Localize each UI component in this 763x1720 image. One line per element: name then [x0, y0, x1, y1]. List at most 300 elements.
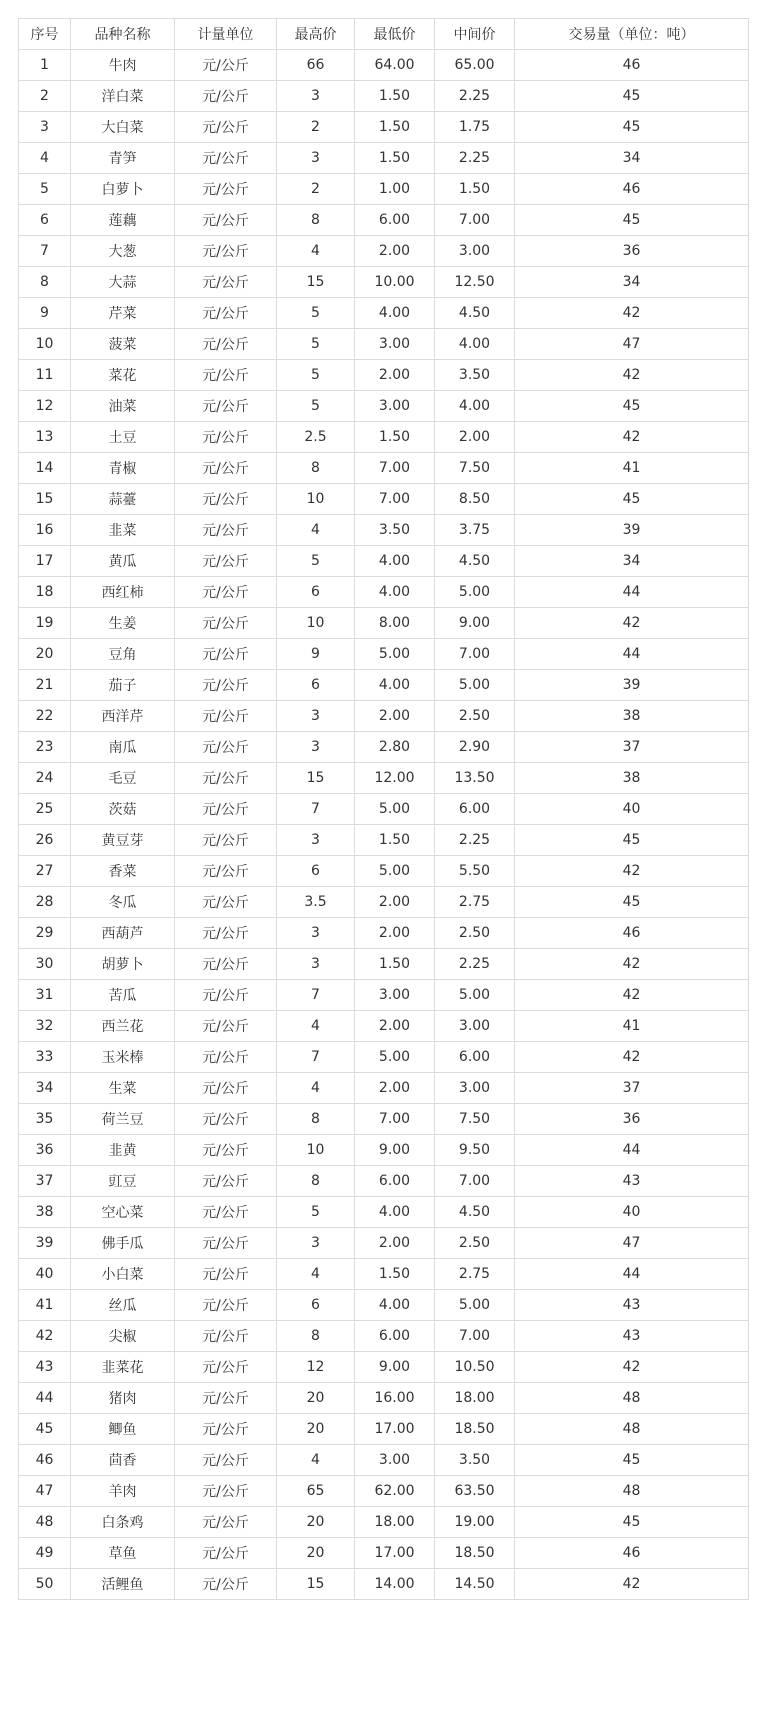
cell-middle-price: 65.00 [435, 50, 515, 81]
table-row [19, 980, 749, 1011]
cell-variety-name: 生菜 [71, 1073, 175, 1104]
cell-middle-price: 2.75 [435, 1259, 515, 1290]
cell-lowest-price: 4.00 [355, 1197, 435, 1228]
cell-variety-name: 韭黄 [71, 1135, 175, 1166]
cell-unit: 元/公斤 [175, 143, 277, 174]
cell-trade-volume: 45 [515, 205, 749, 236]
cell-lowest-price: 4.00 [355, 298, 435, 329]
header-variety-name: 品种名称 [71, 19, 175, 50]
cell-trade-volume: 42 [515, 608, 749, 639]
cell-middle-price: 3.50 [435, 1445, 515, 1476]
cell-trade-volume: 41 [515, 1011, 749, 1042]
cell-lowest-price: 16.00 [355, 1383, 435, 1414]
cell-highest-price: 7 [277, 1042, 355, 1073]
cell-trade-volume: 45 [515, 81, 749, 112]
cell-variety-name: 菠菜 [71, 329, 175, 360]
cell-serial: 19 [19, 608, 71, 639]
table-row [19, 267, 749, 298]
cell-variety-name: 大白菜 [71, 112, 175, 143]
cell-serial: 29 [19, 918, 71, 949]
cell-lowest-price: 1.00 [355, 174, 435, 205]
cell-middle-price: 2.50 [435, 918, 515, 949]
cell-highest-price: 3 [277, 949, 355, 980]
cell-middle-price: 2.75 [435, 887, 515, 918]
table-row [19, 484, 749, 515]
cell-highest-price: 8 [277, 1166, 355, 1197]
cell-serial: 39 [19, 1228, 71, 1259]
cell-lowest-price: 62.00 [355, 1476, 435, 1507]
table-row [19, 112, 749, 143]
cell-lowest-price: 4.00 [355, 670, 435, 701]
cell-middle-price: 5.00 [435, 1290, 515, 1321]
cell-trade-volume: 44 [515, 1259, 749, 1290]
cell-middle-price: 10.50 [435, 1352, 515, 1383]
cell-unit: 元/公斤 [175, 422, 277, 453]
cell-lowest-price: 2.00 [355, 1228, 435, 1259]
cell-variety-name: 茴香 [71, 1445, 175, 1476]
cell-trade-volume: 42 [515, 949, 749, 980]
cell-unit: 元/公斤 [175, 1166, 277, 1197]
cell-highest-price: 7 [277, 980, 355, 1011]
cell-unit: 元/公斤 [175, 1445, 277, 1476]
cell-unit: 元/公斤 [175, 1538, 277, 1569]
cell-highest-price: 10 [277, 1135, 355, 1166]
cell-trade-volume: 34 [515, 546, 749, 577]
table-row [19, 763, 749, 794]
cell-highest-price: 7 [277, 794, 355, 825]
table-row [19, 1383, 749, 1414]
cell-highest-price: 6 [277, 577, 355, 608]
cell-lowest-price: 7.00 [355, 453, 435, 484]
cell-middle-price: 13.50 [435, 763, 515, 794]
cell-serial: 13 [19, 422, 71, 453]
cell-middle-price: 7.50 [435, 1104, 515, 1135]
table-row [19, 1135, 749, 1166]
cell-middle-price: 4.00 [435, 391, 515, 422]
cell-unit: 元/公斤 [175, 949, 277, 980]
cell-middle-price: 6.00 [435, 1042, 515, 1073]
cell-lowest-price: 64.00 [355, 50, 435, 81]
cell-highest-price: 20 [277, 1507, 355, 1538]
cell-lowest-price: 7.00 [355, 484, 435, 515]
cell-highest-price: 3.5 [277, 887, 355, 918]
header-highest-price: 最高价 [277, 19, 355, 50]
cell-highest-price: 5 [277, 298, 355, 329]
table-row [19, 391, 749, 422]
table-row [19, 1569, 749, 1600]
cell-lowest-price: 2.00 [355, 1011, 435, 1042]
table-row [19, 329, 749, 360]
cell-variety-name: 牛肉 [71, 50, 175, 81]
cell-variety-name: 茨菇 [71, 794, 175, 825]
table-row [19, 236, 749, 267]
cell-variety-name: 豇豆 [71, 1166, 175, 1197]
cell-highest-price: 5 [277, 1197, 355, 1228]
cell-variety-name: 韭菜花 [71, 1352, 175, 1383]
cell-highest-price: 5 [277, 329, 355, 360]
table-row [19, 825, 749, 856]
cell-highest-price: 15 [277, 1569, 355, 1600]
cell-unit: 元/公斤 [175, 794, 277, 825]
table-row [19, 1011, 749, 1042]
cell-lowest-price: 2.00 [355, 701, 435, 732]
cell-serial: 1 [19, 50, 71, 81]
table-row [19, 577, 749, 608]
table-row [19, 81, 749, 112]
cell-serial: 28 [19, 887, 71, 918]
cell-middle-price: 3.00 [435, 1073, 515, 1104]
cell-unit: 元/公斤 [175, 546, 277, 577]
price-table-container [18, 18, 749, 1600]
cell-serial: 33 [19, 1042, 71, 1073]
cell-unit: 元/公斤 [175, 298, 277, 329]
cell-trade-volume: 34 [515, 143, 749, 174]
cell-highest-price: 8 [277, 205, 355, 236]
table-row [19, 1228, 749, 1259]
cell-variety-name: 白条鸡 [71, 1507, 175, 1538]
cell-variety-name: 西红柿 [71, 577, 175, 608]
cell-lowest-price: 4.00 [355, 1290, 435, 1321]
cell-unit: 元/公斤 [175, 236, 277, 267]
cell-variety-name: 活鲤鱼 [71, 1569, 175, 1600]
cell-unit: 元/公斤 [175, 825, 277, 856]
cell-middle-price: 2.25 [435, 949, 515, 980]
cell-highest-price: 4 [277, 515, 355, 546]
cell-highest-price: 6 [277, 1290, 355, 1321]
table-row [19, 422, 749, 453]
cell-serial: 16 [19, 515, 71, 546]
header-unit: 计量单位 [175, 19, 277, 50]
cell-unit: 元/公斤 [175, 360, 277, 391]
table-row [19, 701, 749, 732]
cell-middle-price: 1.75 [435, 112, 515, 143]
cell-middle-price: 7.00 [435, 205, 515, 236]
cell-highest-price: 3 [277, 732, 355, 763]
cell-unit: 元/公斤 [175, 1414, 277, 1445]
cell-lowest-price: 1.50 [355, 422, 435, 453]
cell-lowest-price: 7.00 [355, 1104, 435, 1135]
header-row [19, 19, 749, 50]
cell-lowest-price: 9.00 [355, 1135, 435, 1166]
table-row [19, 453, 749, 484]
cell-highest-price: 4 [277, 236, 355, 267]
cell-highest-price: 8 [277, 1104, 355, 1135]
cell-unit: 元/公斤 [175, 763, 277, 794]
cell-unit: 元/公斤 [175, 1321, 277, 1352]
cell-serial: 23 [19, 732, 71, 763]
cell-variety-name: 青笋 [71, 143, 175, 174]
table-row [19, 1476, 749, 1507]
table-row [19, 639, 749, 670]
cell-trade-volume: 46 [515, 918, 749, 949]
cell-variety-name: 菜花 [71, 360, 175, 391]
cell-highest-price: 20 [277, 1538, 355, 1569]
cell-unit: 元/公斤 [175, 1042, 277, 1073]
cell-variety-name: 莲藕 [71, 205, 175, 236]
cell-middle-price: 2.00 [435, 422, 515, 453]
cell-trade-volume: 48 [515, 1383, 749, 1414]
cell-unit: 元/公斤 [175, 887, 277, 918]
cell-lowest-price: 5.00 [355, 794, 435, 825]
table-row [19, 1352, 749, 1383]
cell-unit: 元/公斤 [175, 267, 277, 298]
cell-highest-price: 4 [277, 1259, 355, 1290]
cell-variety-name: 冬瓜 [71, 887, 175, 918]
cell-variety-name: 青椒 [71, 453, 175, 484]
cell-serial: 49 [19, 1538, 71, 1569]
cell-serial: 4 [19, 143, 71, 174]
cell-lowest-price: 2.00 [355, 236, 435, 267]
cell-unit: 元/公斤 [175, 453, 277, 484]
cell-serial: 18 [19, 577, 71, 608]
table-row [19, 1321, 749, 1352]
cell-serial: 47 [19, 1476, 71, 1507]
table-row [19, 1197, 749, 1228]
cell-trade-volume: 45 [515, 391, 749, 422]
cell-lowest-price: 9.00 [355, 1352, 435, 1383]
cell-trade-volume: 34 [515, 267, 749, 298]
cell-serial: 26 [19, 825, 71, 856]
cell-lowest-price: 3.00 [355, 391, 435, 422]
cell-serial: 11 [19, 360, 71, 391]
cell-serial: 43 [19, 1352, 71, 1383]
table-row [19, 1445, 749, 1476]
cell-unit: 元/公斤 [175, 205, 277, 236]
cell-middle-price: 2.25 [435, 81, 515, 112]
cell-highest-price: 20 [277, 1414, 355, 1445]
cell-unit: 元/公斤 [175, 1383, 277, 1414]
cell-variety-name: 胡萝卜 [71, 949, 175, 980]
cell-trade-volume: 36 [515, 236, 749, 267]
table-row [19, 1507, 749, 1538]
cell-serial: 48 [19, 1507, 71, 1538]
table-body [19, 50, 749, 1600]
cell-highest-price: 5 [277, 546, 355, 577]
cell-lowest-price: 5.00 [355, 639, 435, 670]
cell-lowest-price: 6.00 [355, 1321, 435, 1352]
cell-highest-price: 9 [277, 639, 355, 670]
cell-trade-volume: 42 [515, 856, 749, 887]
cell-lowest-price: 17.00 [355, 1414, 435, 1445]
cell-variety-name: 韭菜 [71, 515, 175, 546]
cell-variety-name: 荷兰豆 [71, 1104, 175, 1135]
cell-lowest-price: 3.00 [355, 329, 435, 360]
table-row [19, 732, 749, 763]
cell-trade-volume: 40 [515, 794, 749, 825]
cell-trade-volume: 40 [515, 1197, 749, 1228]
cell-middle-price: 18.50 [435, 1538, 515, 1569]
cell-variety-name: 黄豆芽 [71, 825, 175, 856]
cell-serial: 32 [19, 1011, 71, 1042]
cell-serial: 12 [19, 391, 71, 422]
cell-variety-name: 洋白菜 [71, 81, 175, 112]
cell-middle-price: 9.00 [435, 608, 515, 639]
cell-highest-price: 3 [277, 701, 355, 732]
cell-lowest-price: 8.00 [355, 608, 435, 639]
table-row [19, 205, 749, 236]
cell-variety-name: 玉米棒 [71, 1042, 175, 1073]
cell-lowest-price: 2.00 [355, 918, 435, 949]
cell-lowest-price: 1.50 [355, 112, 435, 143]
table-row [19, 608, 749, 639]
cell-lowest-price: 1.50 [355, 143, 435, 174]
cell-trade-volume: 39 [515, 515, 749, 546]
cell-trade-volume: 36 [515, 1104, 749, 1135]
cell-variety-name: 西洋芹 [71, 701, 175, 732]
cell-unit: 元/公斤 [175, 1228, 277, 1259]
cell-middle-price: 2.50 [435, 701, 515, 732]
cell-serial: 9 [19, 298, 71, 329]
table-row [19, 298, 749, 329]
cell-serial: 42 [19, 1321, 71, 1352]
cell-lowest-price: 3.00 [355, 980, 435, 1011]
cell-lowest-price: 5.00 [355, 1042, 435, 1073]
cell-variety-name: 香菜 [71, 856, 175, 887]
cell-trade-volume: 41 [515, 453, 749, 484]
cell-middle-price: 7.50 [435, 453, 515, 484]
table-row [19, 174, 749, 205]
cell-middle-price: 4.00 [435, 329, 515, 360]
header-trade-volume: 交易量（单位：吨） [515, 19, 749, 50]
cell-lowest-price: 5.00 [355, 856, 435, 887]
cell-trade-volume: 44 [515, 577, 749, 608]
cell-highest-price: 20 [277, 1383, 355, 1414]
cell-unit: 元/公斤 [175, 856, 277, 887]
table-header [19, 19, 749, 50]
cell-trade-volume: 38 [515, 763, 749, 794]
cell-unit: 元/公斤 [175, 608, 277, 639]
cell-highest-price: 8 [277, 1321, 355, 1352]
cell-variety-name: 白萝卜 [71, 174, 175, 205]
table-row [19, 1073, 749, 1104]
cell-serial: 30 [19, 949, 71, 980]
cell-variety-name: 西葫芦 [71, 918, 175, 949]
cell-middle-price: 1.50 [435, 174, 515, 205]
cell-middle-price: 3.00 [435, 1011, 515, 1042]
cell-trade-volume: 46 [515, 50, 749, 81]
cell-serial: 41 [19, 1290, 71, 1321]
cell-unit: 元/公斤 [175, 1197, 277, 1228]
cell-trade-volume: 45 [515, 1507, 749, 1538]
cell-trade-volume: 42 [515, 1569, 749, 1600]
cell-highest-price: 65 [277, 1476, 355, 1507]
cell-middle-price: 5.00 [435, 670, 515, 701]
cell-trade-volume: 38 [515, 701, 749, 732]
cell-lowest-price: 14.00 [355, 1569, 435, 1600]
cell-serial: 7 [19, 236, 71, 267]
cell-variety-name: 羊肉 [71, 1476, 175, 1507]
cell-variety-name: 空心菜 [71, 1197, 175, 1228]
cell-unit: 元/公斤 [175, 1135, 277, 1166]
cell-variety-name: 鲫鱼 [71, 1414, 175, 1445]
cell-middle-price: 2.25 [435, 825, 515, 856]
cell-highest-price: 6 [277, 670, 355, 701]
cell-highest-price: 15 [277, 763, 355, 794]
cell-variety-name: 黄瓜 [71, 546, 175, 577]
cell-highest-price: 4 [277, 1011, 355, 1042]
cell-serial: 8 [19, 267, 71, 298]
cell-unit: 元/公斤 [175, 918, 277, 949]
table-row [19, 143, 749, 174]
cell-highest-price: 6 [277, 856, 355, 887]
table-row [19, 670, 749, 701]
cell-trade-volume: 46 [515, 1538, 749, 1569]
header-serial: 序号 [19, 19, 71, 50]
cell-serial: 44 [19, 1383, 71, 1414]
cell-middle-price: 14.50 [435, 1569, 515, 1600]
cell-unit: 元/公斤 [175, 515, 277, 546]
cell-lowest-price: 2.00 [355, 1073, 435, 1104]
cell-unit: 元/公斤 [175, 1011, 277, 1042]
cell-trade-volume: 44 [515, 639, 749, 670]
cell-highest-price: 4 [277, 1445, 355, 1476]
cell-middle-price: 3.50 [435, 360, 515, 391]
cell-serial: 21 [19, 670, 71, 701]
cell-serial: 6 [19, 205, 71, 236]
cell-unit: 元/公斤 [175, 484, 277, 515]
cell-lowest-price: 4.00 [355, 577, 435, 608]
table-row [19, 1290, 749, 1321]
cell-middle-price: 2.25 [435, 143, 515, 174]
cell-serial: 22 [19, 701, 71, 732]
cell-middle-price: 5.00 [435, 980, 515, 1011]
cell-middle-price: 2.90 [435, 732, 515, 763]
cell-variety-name: 油菜 [71, 391, 175, 422]
cell-trade-volume: 39 [515, 670, 749, 701]
cell-lowest-price: 3.00 [355, 1445, 435, 1476]
cell-serial: 40 [19, 1259, 71, 1290]
cell-variety-name: 茄子 [71, 670, 175, 701]
cell-highest-price: 4 [277, 1073, 355, 1104]
cell-unit: 元/公斤 [175, 329, 277, 360]
table-row [19, 360, 749, 391]
cell-serial: 20 [19, 639, 71, 670]
cell-highest-price: 12 [277, 1352, 355, 1383]
cell-trade-volume: 42 [515, 422, 749, 453]
cell-variety-name: 西兰花 [71, 1011, 175, 1042]
cell-serial: 34 [19, 1073, 71, 1104]
cell-variety-name: 蒜薹 [71, 484, 175, 515]
cell-lowest-price: 1.50 [355, 81, 435, 112]
cell-trade-volume: 43 [515, 1321, 749, 1352]
cell-lowest-price: 12.00 [355, 763, 435, 794]
cell-lowest-price: 6.00 [355, 1166, 435, 1197]
cell-lowest-price: 17.00 [355, 1538, 435, 1569]
cell-serial: 46 [19, 1445, 71, 1476]
cell-trade-volume: 37 [515, 732, 749, 763]
cell-serial: 31 [19, 980, 71, 1011]
cell-trade-volume: 45 [515, 887, 749, 918]
cell-variety-name: 豆角 [71, 639, 175, 670]
cell-unit: 元/公斤 [175, 1507, 277, 1538]
table-row [19, 949, 749, 980]
cell-trade-volume: 48 [515, 1476, 749, 1507]
table-row [19, 1414, 749, 1445]
cell-variety-name: 小白菜 [71, 1259, 175, 1290]
cell-middle-price: 9.50 [435, 1135, 515, 1166]
cell-variety-name: 大蒜 [71, 267, 175, 298]
cell-trade-volume: 42 [515, 1352, 749, 1383]
cell-unit: 元/公斤 [175, 732, 277, 763]
table-row [19, 1166, 749, 1197]
cell-unit: 元/公斤 [175, 391, 277, 422]
cell-variety-name: 猪肉 [71, 1383, 175, 1414]
cell-serial: 35 [19, 1104, 71, 1135]
cell-variety-name: 土豆 [71, 422, 175, 453]
cell-highest-price: 5 [277, 360, 355, 391]
cell-middle-price: 6.00 [435, 794, 515, 825]
cell-lowest-price: 2.00 [355, 887, 435, 918]
